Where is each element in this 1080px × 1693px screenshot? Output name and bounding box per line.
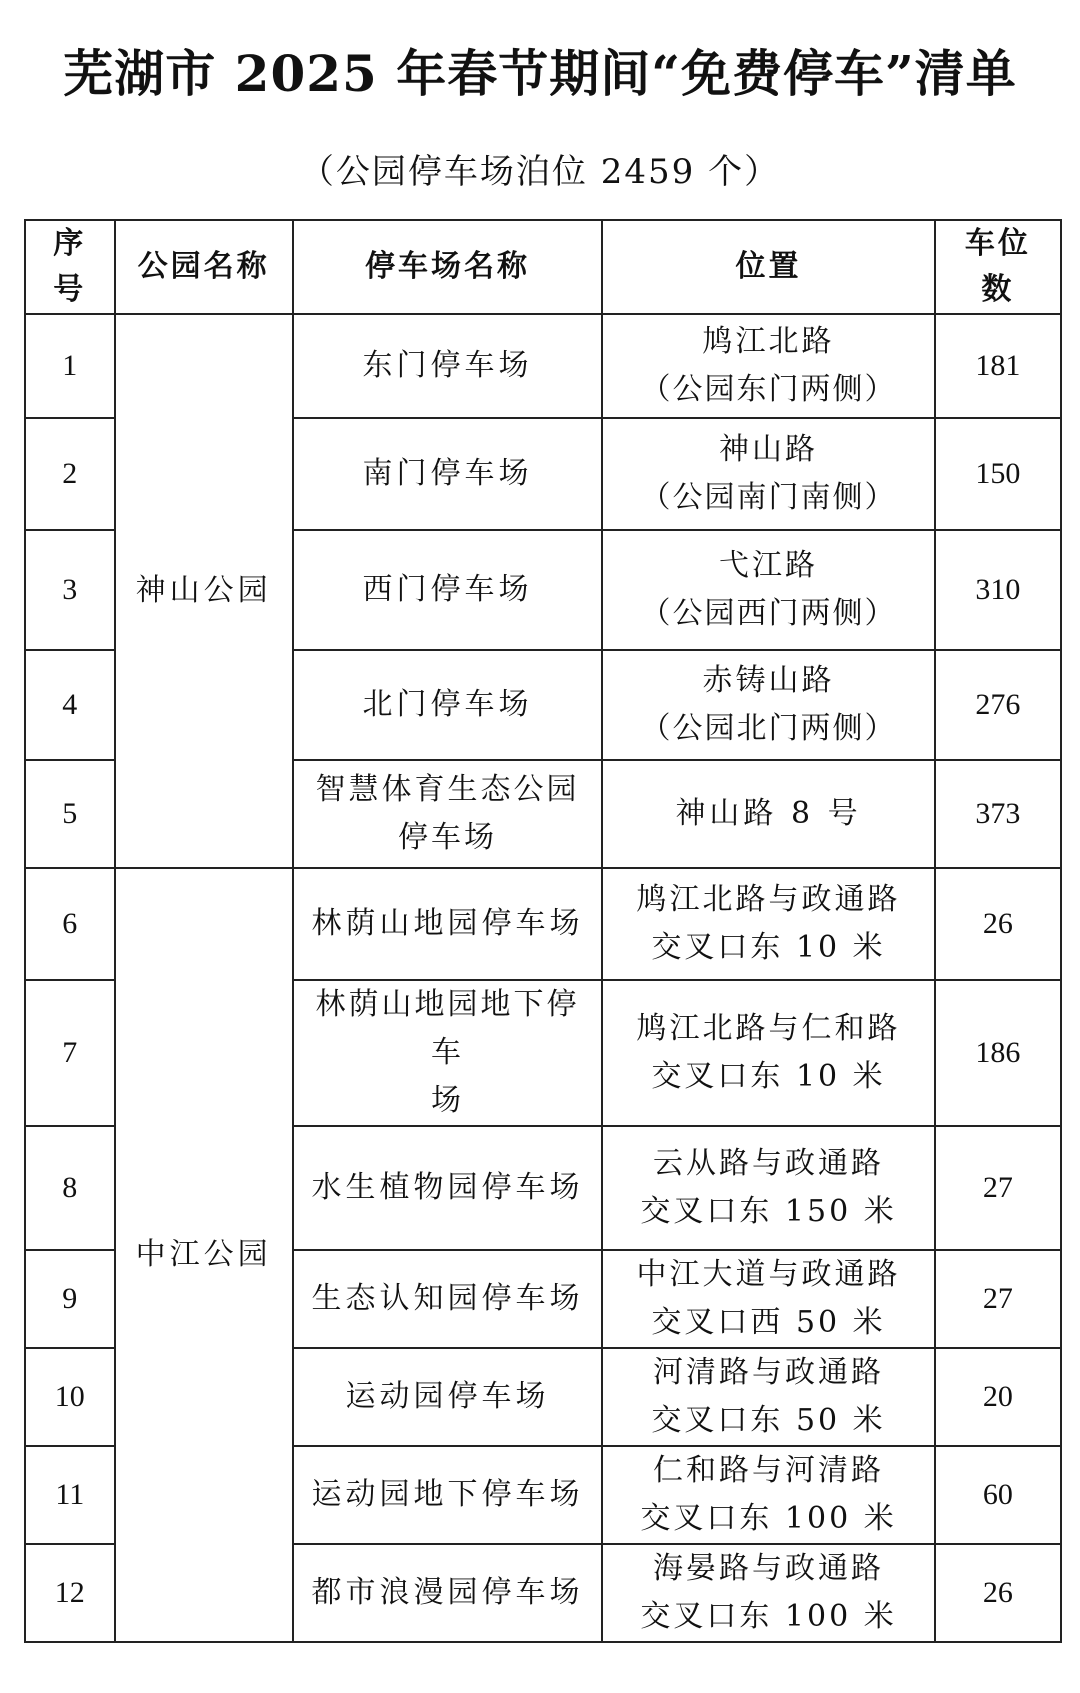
location-cell: 鸠江北路 （公园东门两侧） <box>602 314 934 418</box>
spaces-count: 310 <box>935 530 1061 650</box>
location-cell: 赤铸山路 （公园北门两侧） <box>602 650 934 760</box>
spaces-count: 27 <box>935 1126 1061 1250</box>
header-lot: 停车场名称 <box>293 220 603 314</box>
spaces-count: 181 <box>935 314 1061 418</box>
location-cell: 神山路 8 号 <box>602 760 934 868</box>
row-index: 8 <box>25 1126 115 1250</box>
lot-name: 林荫山地园地下停车 场 <box>293 980 603 1126</box>
parking-table <box>24 219 1062 1643</box>
location-cell: 河清路与政通路 交叉口东 50 米 <box>602 1348 934 1446</box>
lot-name: 生态认知园停车场 <box>293 1250 603 1348</box>
header-location: 位置 <box>602 220 934 314</box>
spaces-count: 60 <box>935 1446 1061 1544</box>
lot-name: 北门停车场 <box>293 650 603 760</box>
location-cell: 中江大道与政通路 交叉口西 50 米 <box>602 1250 934 1348</box>
location-cell: 神山路 （公园南门南侧） <box>602 418 934 530</box>
park-name-shenshan: 神山公园 <box>115 314 293 868</box>
header-park: 公园名称 <box>115 220 293 314</box>
row-index: 2 <box>25 418 115 530</box>
spaces-count: 26 <box>935 868 1061 980</box>
row-index: 3 <box>25 530 115 650</box>
spaces-count: 373 <box>935 760 1061 868</box>
header-index: 序 号 <box>25 220 115 314</box>
row-index: 1 <box>25 314 115 418</box>
spaces-count: 150 <box>935 418 1061 530</box>
spaces-count: 20 <box>935 1348 1061 1446</box>
location-cell: 海晏路与政通路 交叉口东 100 米 <box>602 1544 934 1642</box>
row-index: 12 <box>25 1544 115 1642</box>
lot-name: 运动园地下停车场 <box>293 1446 603 1544</box>
row-index: 6 <box>25 868 115 980</box>
row-index: 10 <box>25 1348 115 1446</box>
lot-name: 西门停车场 <box>293 530 603 650</box>
table-header-row <box>25 220 1061 314</box>
location-cell: 鸠江北路与仁和路 交叉口东 10 米 <box>602 980 934 1126</box>
header-spaces: 车位 数 <box>935 220 1061 314</box>
row-index: 9 <box>25 1250 115 1348</box>
location-cell: 云从路与政通路 交叉口东 150 米 <box>602 1126 934 1250</box>
spaces-count: 26 <box>935 1544 1061 1642</box>
lot-name: 运动园停车场 <box>293 1348 603 1446</box>
park-name-zhongjiang: 中江公园 <box>115 868 293 1642</box>
lot-name: 水生植物园停车场 <box>293 1126 603 1250</box>
row-index: 5 <box>25 760 115 868</box>
location-cell: 弋江路 （公园西门两侧） <box>602 530 934 650</box>
lot-name: 林荫山地园停车场 <box>293 868 603 980</box>
lot-name: 南门停车场 <box>293 418 603 530</box>
table-row <box>25 314 1061 418</box>
row-index: 7 <box>25 980 115 1126</box>
spaces-count: 276 <box>935 650 1061 760</box>
spaces-count: 186 <box>935 980 1061 1126</box>
page-subtitle: （公园停车场泊位 2459 个） <box>299 152 781 192</box>
lot-name: 都市浪漫园停车场 <box>293 1544 603 1642</box>
table-row <box>25 868 1061 980</box>
row-index: 11 <box>25 1446 115 1544</box>
page-title: 芜湖市 2025 年春节期间“免费停车”清单 <box>63 44 1017 103</box>
lot-name: 智慧体育生态公园 停车场 <box>293 760 603 868</box>
spaces-count: 27 <box>935 1250 1061 1348</box>
row-index: 4 <box>25 650 115 760</box>
lot-name: 东门停车场 <box>293 314 603 418</box>
location-cell: 仁和路与河清路 交叉口东 100 米 <box>602 1446 934 1544</box>
location-cell: 鸠江北路与政通路 交叉口东 10 米 <box>602 868 934 980</box>
